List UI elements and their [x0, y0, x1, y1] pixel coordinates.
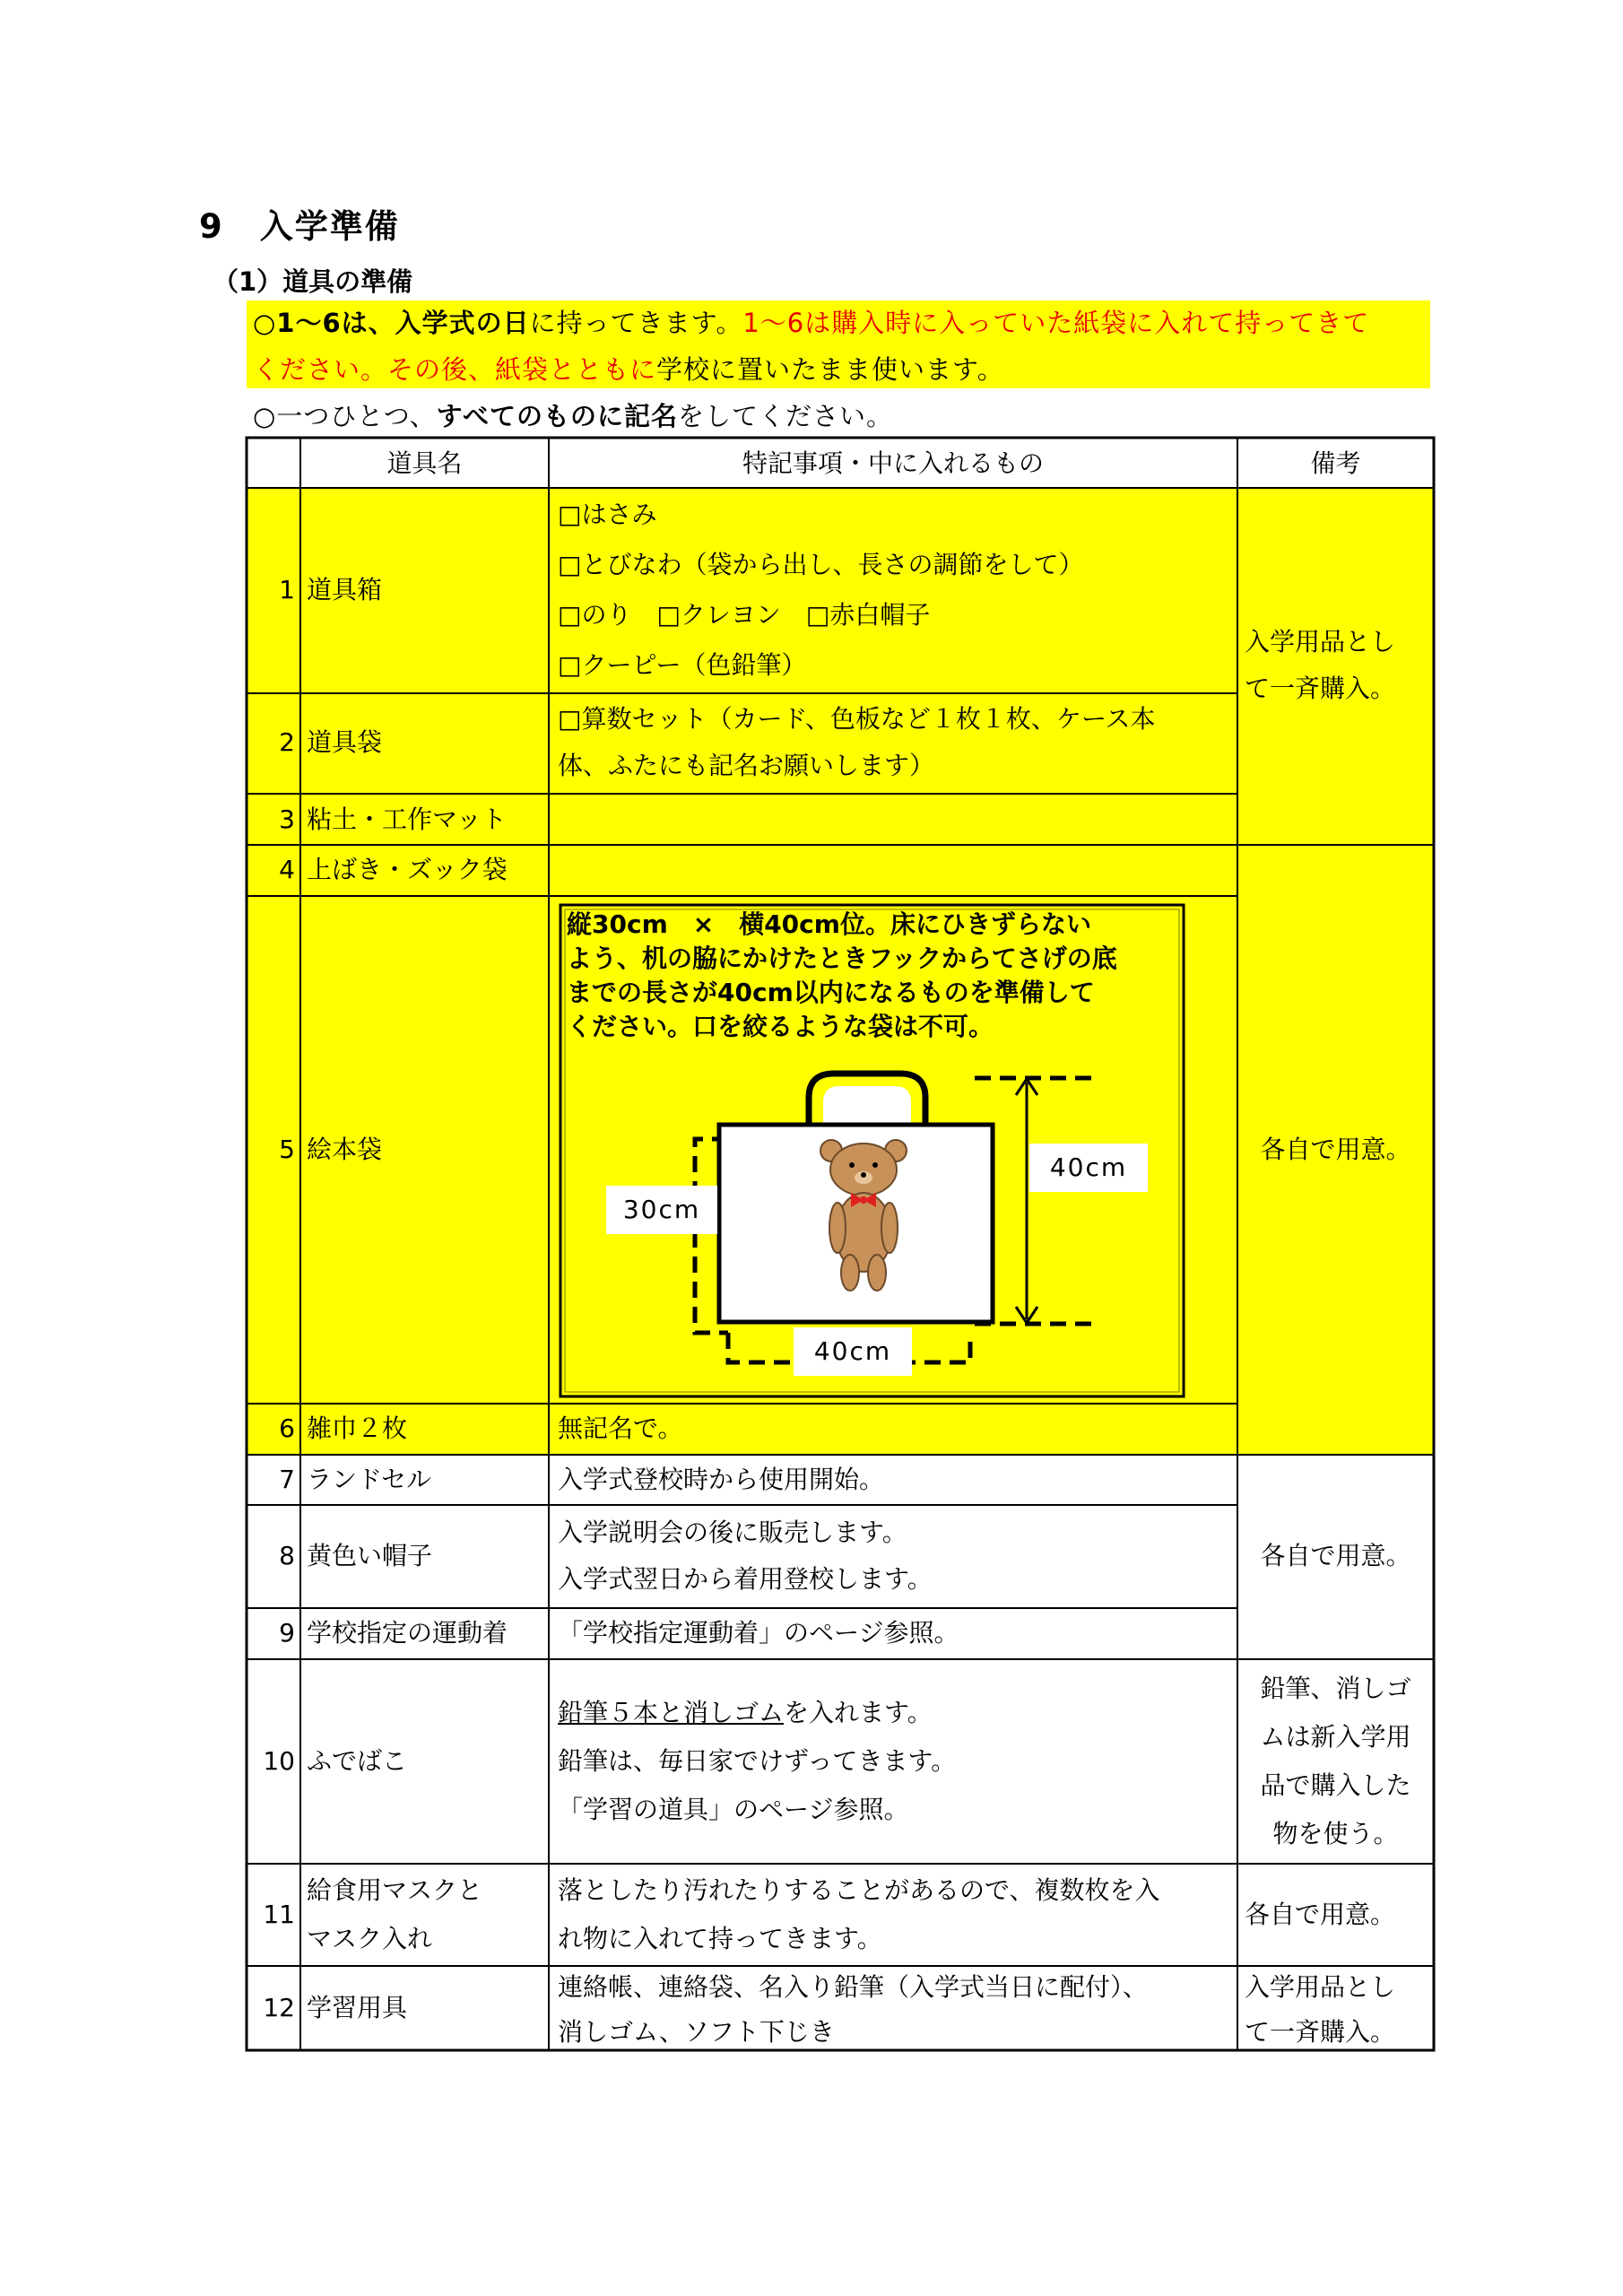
height-dimension-label: 40cm: [1029, 1144, 1148, 1192]
row-number: 2: [279, 727, 295, 757]
item-name: 道具箱: [307, 575, 383, 604]
row-number: 1: [279, 575, 295, 604]
item-name-line: マスク入れ: [307, 1924, 433, 1953]
detail-line: □はさみ: [558, 500, 657, 529]
remark-line: 入学用品とし: [1245, 1972, 1396, 2002]
remark-line: 物を使う。: [1272, 1819, 1399, 1848]
detail-line: 落としたり汚れたりすることがあるので、複数枚を入: [558, 1875, 1160, 1905]
section-title: （1）道具の準備: [213, 266, 413, 297]
instruction-line: までの長さが40cm以内になるものを準備して: [567, 978, 1095, 1007]
row-number: 4: [279, 855, 295, 884]
remark-line: ムは新入学用: [1260, 1722, 1411, 1752]
instruction-line: 縦30cm × 横40cm位。床にひきずらない: [567, 909, 1091, 939]
item-name: 上ばき・ズック袋: [307, 855, 508, 884]
note-emphasis: すべてのものに記名: [436, 401, 678, 431]
item-name: ランドセル: [307, 1465, 432, 1494]
bottom-dimension-label: 40cm: [794, 1327, 912, 1376]
instruction-line: よう、机の脇にかけたときフックからてさげの底: [567, 944, 1117, 973]
detail-line: 連絡帳、連絡袋、名入り鉛筆（入学式当日に配付）、: [558, 1972, 1149, 2002]
header-item-name: 道具名: [386, 448, 463, 478]
item-name: 道具袋: [307, 727, 383, 757]
underlined-text: 鉛筆５本と消しゴム: [558, 1698, 785, 1727]
detail-line: 鉛筆は、毎日家でけずってきます。: [558, 1746, 957, 1776]
item-name: 絵本袋: [307, 1135, 383, 1164]
bag-instructions: [567, 908, 1117, 1044]
heading-title: 入学準備: [259, 207, 400, 246]
row-number: 6: [279, 1413, 295, 1443]
note-text: をしてください。: [678, 401, 894, 431]
item-name: 学校指定の運動着: [307, 1618, 508, 1648]
detail-line: 入学説明会の後に販売します。: [558, 1518, 907, 1547]
side-dimension-label: 30cm: [606, 1186, 717, 1234]
header-details: 特記事項・中に入れるもの: [742, 448, 1044, 478]
header-remarks: 備考: [1310, 448, 1361, 478]
item-name: 雑巾２枚: [307, 1413, 408, 1443]
note-text: 学校に置いたまま使います。: [656, 354, 1004, 385]
row-number: 7: [279, 1465, 295, 1494]
instruction-line: ください。口を絞るような袋は不可。: [567, 1012, 994, 1041]
remark-line: 各自で用意。: [1260, 1541, 1411, 1570]
row-number: 9: [279, 1618, 295, 1648]
remark-line: 各自で用意。: [1245, 1900, 1396, 1929]
detail-line: 入学式翌日から着用登校します。: [558, 1564, 933, 1594]
detail-line: れ物に入れて持ってきます。: [558, 1924, 882, 1953]
detail-line: 入学式登校時から使用開始。: [558, 1465, 885, 1494]
row-number: 8: [279, 1541, 295, 1570]
detail-line: 「学習の道具」のページ参照。: [558, 1795, 909, 1824]
detail-line: 「学校指定運動着」のページ参照。: [558, 1618, 959, 1648]
remark-line: 鉛筆、消しゴ: [1260, 1674, 1411, 1703]
item-name: ふでばこ: [307, 1746, 408, 1776]
remark-line: 品で購入した: [1260, 1770, 1411, 1800]
detail-text: を入れます。: [784, 1698, 933, 1727]
remark-line: 各自で用意。: [1260, 1135, 1411, 1164]
detail-line: □のり □クレヨン □赤白帽子: [558, 600, 931, 630]
detail-line: □クーピー（色鉛筆）: [558, 650, 807, 680]
row-number: 11: [263, 1900, 295, 1929]
item-name: 学習用具: [307, 1993, 408, 2022]
detail-line: 無記名で。: [558, 1413, 683, 1443]
item-name-line: 給食用マスクと: [307, 1875, 483, 1905]
remark-line: 入学用品とし: [1245, 627, 1396, 657]
item-name: 黄色い帽子: [307, 1541, 433, 1570]
row-number: 12: [263, 1993, 295, 2022]
note-text: ○一つひとつ、: [253, 401, 437, 431]
item-name: 粘土・工作マット: [307, 804, 507, 834]
detail-line: □算数セット（カード、色板など１枚１枚、ケース本: [558, 704, 1156, 734]
note-red-text: 1～6は購入時に入っていた紙袋に入れて持ってきて: [742, 308, 1370, 338]
remark-line: て一斉購入。: [1245, 674, 1396, 703]
remark-line: て一斉購入。: [1245, 2017, 1396, 2047]
detail-line: □とびなわ（袋から出し、長さの調節をして）: [558, 550, 1084, 579]
row-number: 5: [279, 1135, 295, 1164]
note-red-text: ください。その後、紙袋とともに: [253, 354, 657, 385]
bear-illustration: [773, 1135, 961, 1295]
detail-line: [558, 1690, 933, 1736]
row-number: 3: [279, 804, 295, 834]
row-number: 10: [263, 1746, 295, 1776]
detail-line: 消しゴム、ソフト下じき: [558, 2017, 835, 2047]
note-text: に持ってきます。: [529, 308, 743, 338]
detail-line: 体、ふたにも記名お願いします）: [558, 751, 935, 780]
note-emphasis: ○1～6は、入学式の日: [253, 308, 530, 338]
heading-number: 9: [199, 207, 224, 246]
